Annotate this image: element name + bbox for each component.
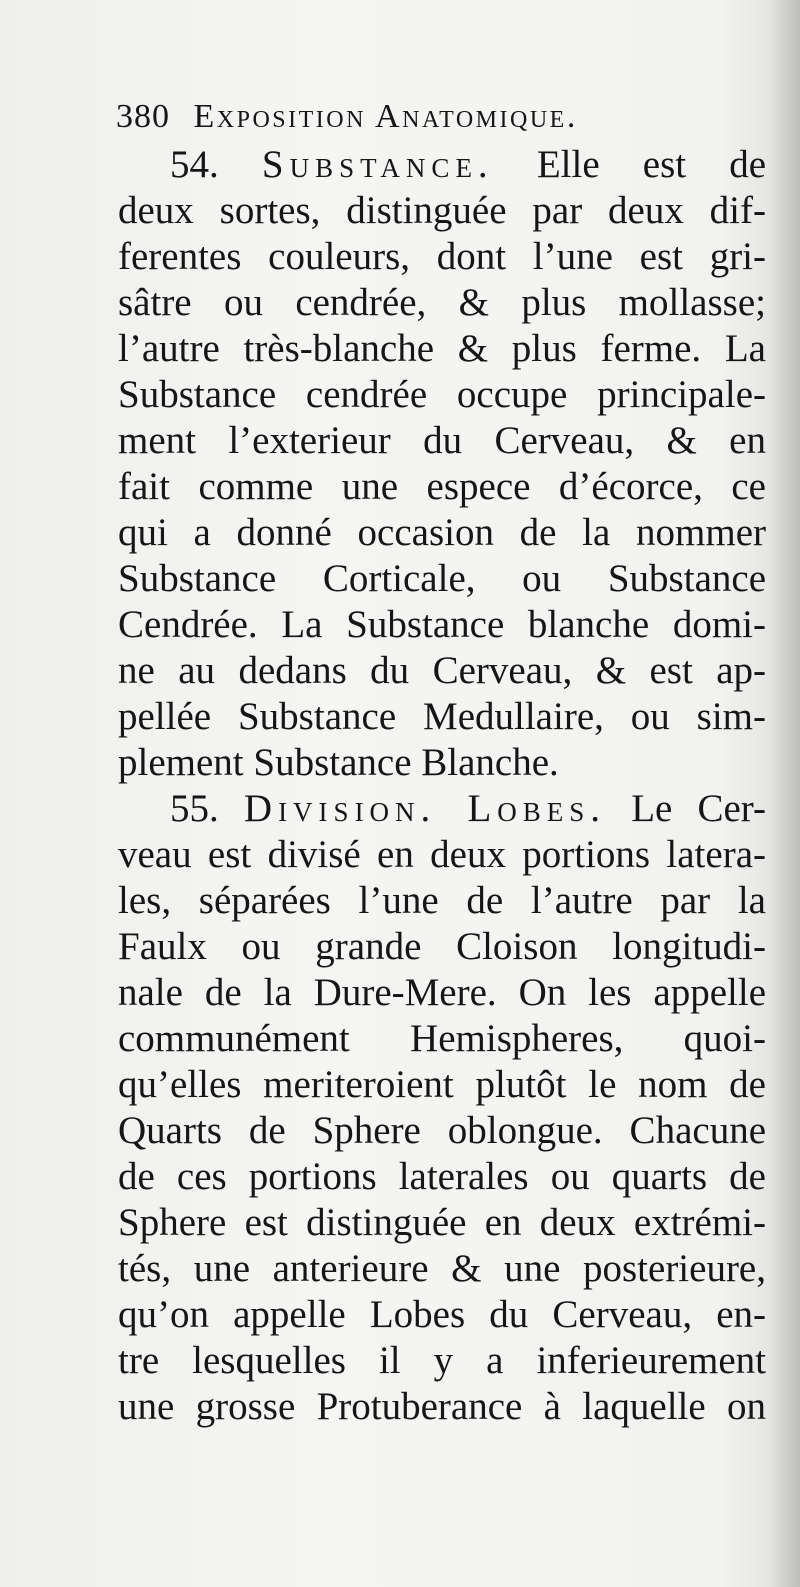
text-line: une grosse Protuberance à laquelle on xyxy=(118,1385,766,1428)
text-line: Elle est de xyxy=(536,143,766,186)
text-line: fait comme une espece d’écorce, ce xyxy=(118,465,766,508)
text-line: deux sortes, distinguée par deux dif- xyxy=(118,189,766,232)
text-line: ferentes couleurs, dont l’une est gri- xyxy=(118,235,766,278)
section-number: 55. xyxy=(170,787,219,830)
text-line: pellée Substance Medullaire, ou sim- xyxy=(118,695,766,738)
page-number: 380 xyxy=(116,98,170,135)
text-line: Faulx ou grande Cloison longitudi- xyxy=(118,925,766,968)
text-line: sâtre ou cendrée, & plus mollasse; xyxy=(118,281,766,324)
section-heading: Substance. xyxy=(261,143,494,186)
text-line: Sphere est distinguée en deux extrémi- xyxy=(118,1201,766,1244)
running-title: Exposition Anatomique. xyxy=(193,98,578,135)
text-line: Substance Corticale, ou Substance xyxy=(118,557,766,600)
text-line: ment l’exterieur du Cerveau, & en xyxy=(118,419,766,462)
text-line: Substance cendrée occupe principale- xyxy=(118,373,766,416)
page-header xyxy=(116,98,766,136)
text-line: qu’on appelle Lobes du Cerveau, en- xyxy=(118,1293,766,1336)
text-line: de ces portions laterales ou quarts de xyxy=(118,1155,766,1198)
section-heading: Division. Lobes. xyxy=(243,787,607,830)
text-line: les, séparées l’une de l’autre par la xyxy=(118,879,766,922)
text-line: nale de la Dure-Mere. On les appelle xyxy=(118,971,766,1014)
text-line: plement Substance Blanche. xyxy=(118,741,559,784)
text-line: qu’elles meriteroient plutôt le nom de xyxy=(118,1063,766,1106)
text-line: veau est divisé en deux portions latera- xyxy=(118,833,766,876)
section-55-heading-line xyxy=(118,786,766,832)
section-number: 54. xyxy=(170,143,219,186)
text-line: communément Hemispheres, quoi- xyxy=(118,1017,766,1060)
text-line: l’autre très-blanche & plus ferme. La xyxy=(118,327,766,370)
text-line: ne au dedans du Cerveau, & est ap- xyxy=(118,649,766,692)
text-line: Quarts de Sphere oblongue. Chacune xyxy=(118,1109,766,1152)
text-line: tre lesquelles il y a inferieurement xyxy=(118,1339,766,1382)
text-line: tés, une anterieure & une posterieure, xyxy=(118,1247,766,1290)
text-line: Cendrée. La Substance blanche domi- xyxy=(118,603,766,646)
section-54-heading-line xyxy=(118,142,766,188)
text-line: Le Cer- xyxy=(631,787,766,830)
text-line: qui a donné occasion de la nommer xyxy=(118,511,766,554)
body-text xyxy=(118,142,766,1430)
